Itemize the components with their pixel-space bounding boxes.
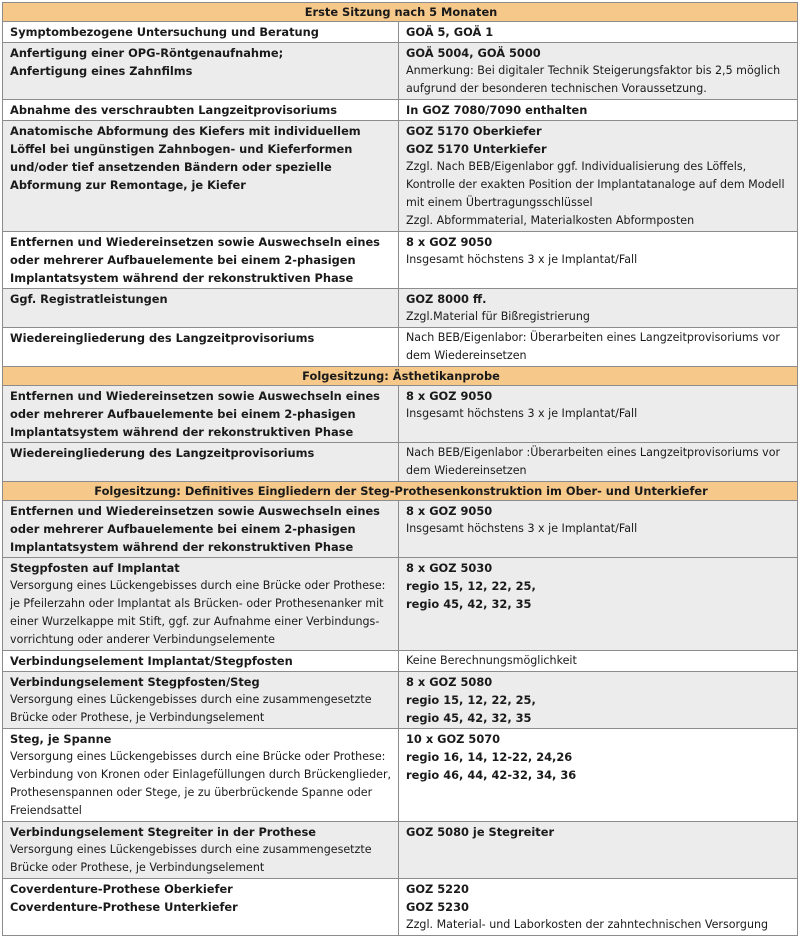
billing-note: Zzgl. Material- und Laborkosten der zahntechnischen Versorgung [406, 918, 769, 931]
service-cell [3, 232, 399, 289]
table-row [3, 100, 798, 121]
service-title: Abnahme des verschraubten Langzeitprovisoriums [10, 103, 338, 117]
table-row [3, 651, 798, 672]
service-cell [3, 22, 399, 43]
service-title: Wiedereingliederung des Langzeitprovisoriums [10, 446, 315, 460]
service-cell [3, 651, 399, 672]
table-row [3, 22, 798, 43]
service-cell [3, 822, 399, 879]
section-header [3, 367, 798, 386]
billing-cell [399, 822, 798, 879]
service-cell [3, 328, 399, 367]
service-description: Versorgung eines Lückengebisses durch eine zusammengesetzte Brücke oder Prothese, je Verbindungselement [10, 693, 372, 724]
section-title: Folgesitzung: Definitives Eingliedern der Steg-Prothesenkonstruktion im Ober- und Unterkiefer [3, 482, 798, 501]
service-title: Stegpfosten auf Implantat [10, 561, 180, 575]
table-row [3, 232, 798, 289]
billing-note: Insgesamt höchstens 3 x je Implantat/Fall [406, 407, 638, 420]
billing-code: 8 x GOZ 9050 [406, 504, 493, 518]
billing-code: GOZ 8000 ff. [406, 292, 487, 306]
service-description: Versorgung eines Lückengebisses durch eine Brücke oder Prothese: Verbindung von Kronen oder Einlagefüllungen durch Brückenglieder, Prothesenspannen oder Stege, je zu überbrückende Spanne oder Freiendsattel [10, 750, 392, 817]
billing-code: GOÄ 5, GOÄ 1 [406, 25, 494, 39]
table-row [3, 558, 798, 651]
service-cell [3, 289, 399, 328]
service-cell [3, 558, 399, 651]
billing-cell [399, 443, 798, 482]
billing-note: Nach BEB/Eigenlabor :Überarbeiten eines Langzeitprovisoriums vor dem Wiedereinsetzen [406, 446, 781, 477]
table-row [3, 386, 798, 443]
table-row [3, 443, 798, 482]
billing-code: 8 x GOZ 5030 regio 15, 12, 22, 25, regio 45, 42, 32, 35 [406, 561, 536, 611]
table-row [3, 672, 798, 729]
billing-note: Anmerkung: Bei digitaler Technik Steigerungsfaktor bis 2,5 möglich aufgrund der besonderen technischen Voraussetzung. [406, 64, 781, 95]
service-title: Coverdenture-Prothese Oberkiefer Coverdenture-Prothese Unterkiefer [10, 882, 238, 914]
table-row [3, 879, 798, 936]
fee-schedule-table [2, 2, 798, 936]
billing-cell [399, 22, 798, 43]
service-cell [3, 879, 399, 936]
section-header [3, 3, 798, 22]
billing-cell [399, 558, 798, 651]
billing-code: In GOZ 7080/7090 enthalten [406, 103, 588, 117]
billing-cell [399, 651, 798, 672]
service-title: Entfernen und Wiedereinsetzen sowie Auswechseln eines oder mehrerer Aufbauelemente bei einem 2-phasigen Implantatsystem während der rekonstruktiven Phase [10, 235, 380, 285]
billing-note: Insgesamt höchstens 3 x je Implantat/Fall [406, 253, 638, 266]
service-cell [3, 386, 399, 443]
service-cell [3, 729, 399, 822]
billing-code: 8 x GOZ 5080 regio 15, 12, 22, 25, regio 45, 42, 32, 35 [406, 675, 536, 725]
service-title: Entfernen und Wiedereinsetzen sowie Auswechseln eines oder mehrerer Aufbauelemente bei einem 2-phasigen Implantatsystem während der rekonstruktiven Phase [10, 504, 380, 554]
billing-cell [399, 879, 798, 936]
fee-schedule-body [3, 3, 798, 936]
billing-code: GOZ 5220 GOZ 5230 [406, 882, 469, 914]
table-row [3, 729, 798, 822]
billing-cell [399, 501, 798, 558]
service-description: Versorgung eines Lückengebisses durch eine Brücke oder Prothese: je Pfeilerzahn oder Implantat als Brücken- oder Prothesenanker mit einer Wurzelkappe mit Stift, ggf. zur Aufnahme einer Verbindungs-vorrichtung oder anderer Verbindungselemente [10, 579, 386, 646]
billing-code: GOZ 5080 je Stegreiter [406, 825, 555, 839]
billing-note: Nach BEB/Eigenlabor: Überarbeiten eines Langzeitprovisoriums vor dem Wiedereinsetzen [406, 331, 780, 362]
service-cell [3, 43, 399, 100]
table-row [3, 822, 798, 879]
billing-cell [399, 328, 798, 367]
billing-cell [399, 100, 798, 121]
service-title: Symptombezogene Untersuchung und Beratung [10, 25, 319, 39]
service-cell [3, 121, 399, 232]
table-row [3, 501, 798, 558]
service-title: Verbindungselement Implantat/Stegpfosten [10, 654, 293, 668]
service-description: Versorgung eines Lückengebisses durch eine zusammengesetzte Brücke oder Prothese, je Verbindungselement [10, 843, 372, 874]
section-header [3, 482, 798, 501]
service-title: Anfertigung einer OPG-Röntgenaufnahme; Anfertigung eines Zahnfilms [10, 46, 284, 78]
service-title: Wiedereingliederung des Langzeitprovisoriums [10, 331, 315, 345]
billing-cell [399, 729, 798, 822]
billing-code: 8 x GOZ 9050 [406, 389, 493, 403]
table-row [3, 328, 798, 367]
table-row [3, 121, 798, 232]
billing-code: GOÄ 5004, GOÄ 5000 [406, 46, 541, 60]
billing-code: 8 x GOZ 9050 [406, 235, 493, 249]
table-row [3, 43, 798, 100]
service-title: Steg, je Spanne [10, 732, 112, 746]
section-title: Folgesitzung: Ästhetikanprobe [3, 367, 798, 386]
service-cell [3, 443, 399, 482]
billing-cell [399, 121, 798, 232]
billing-code: 10 x GOZ 5070 regio 16, 14, 12-22, 24,26 regio 46, 44, 42-32, 34, 36 [406, 732, 577, 782]
service-title: Ggf. Registratleistungen [10, 292, 168, 306]
billing-cell [399, 289, 798, 328]
billing-code: GOZ 5170 Oberkiefer GOZ 5170 Unterkiefer [406, 124, 547, 156]
service-title: Entfernen und Wiedereinsetzen sowie Auswechseln eines oder mehrerer Aufbauelemente bei einem 2-phasigen Implantatsystem während der rekonstruktiven Phase [10, 389, 380, 439]
billing-note: Zzgl. Nach BEB/Eigenlabor ggf. Individualisierung des Löffels, Kontrolle der exakten Position der Implantatanaloge auf dem Modell mit einem Übertragungsschlüssel Zzgl. Abformmaterial, Materialkosten Abformposten [406, 160, 785, 227]
billing-cell [399, 232, 798, 289]
table-row [3, 289, 798, 328]
billing-note: Zzgl.Material für Bißregistrierung [406, 310, 590, 323]
billing-cell [399, 386, 798, 443]
billing-cell [399, 672, 798, 729]
section-title: Erste Sitzung nach 5 Monaten [3, 3, 798, 22]
billing-cell [399, 43, 798, 100]
service-title: Anatomische Abformung des Kiefers mit individuellem Löffel bei ungünstigen Zahnbogen- und Kieferformen und/oder tief ansetzenden Bändern oder spezielle Abformung zur Remontage, je Kiefer [10, 124, 361, 192]
service-title: Verbindungselement Stegpfosten/Steg [10, 675, 260, 689]
service-cell [3, 501, 399, 558]
service-title: Verbindungselement Stegreiter in der Prothese [10, 825, 317, 839]
billing-note: Insgesamt höchstens 3 x je Implantat/Fall [406, 522, 638, 535]
billing-note: Keine Berechnungsmöglichkeit [406, 654, 577, 667]
service-cell [3, 100, 399, 121]
service-cell [3, 672, 399, 729]
